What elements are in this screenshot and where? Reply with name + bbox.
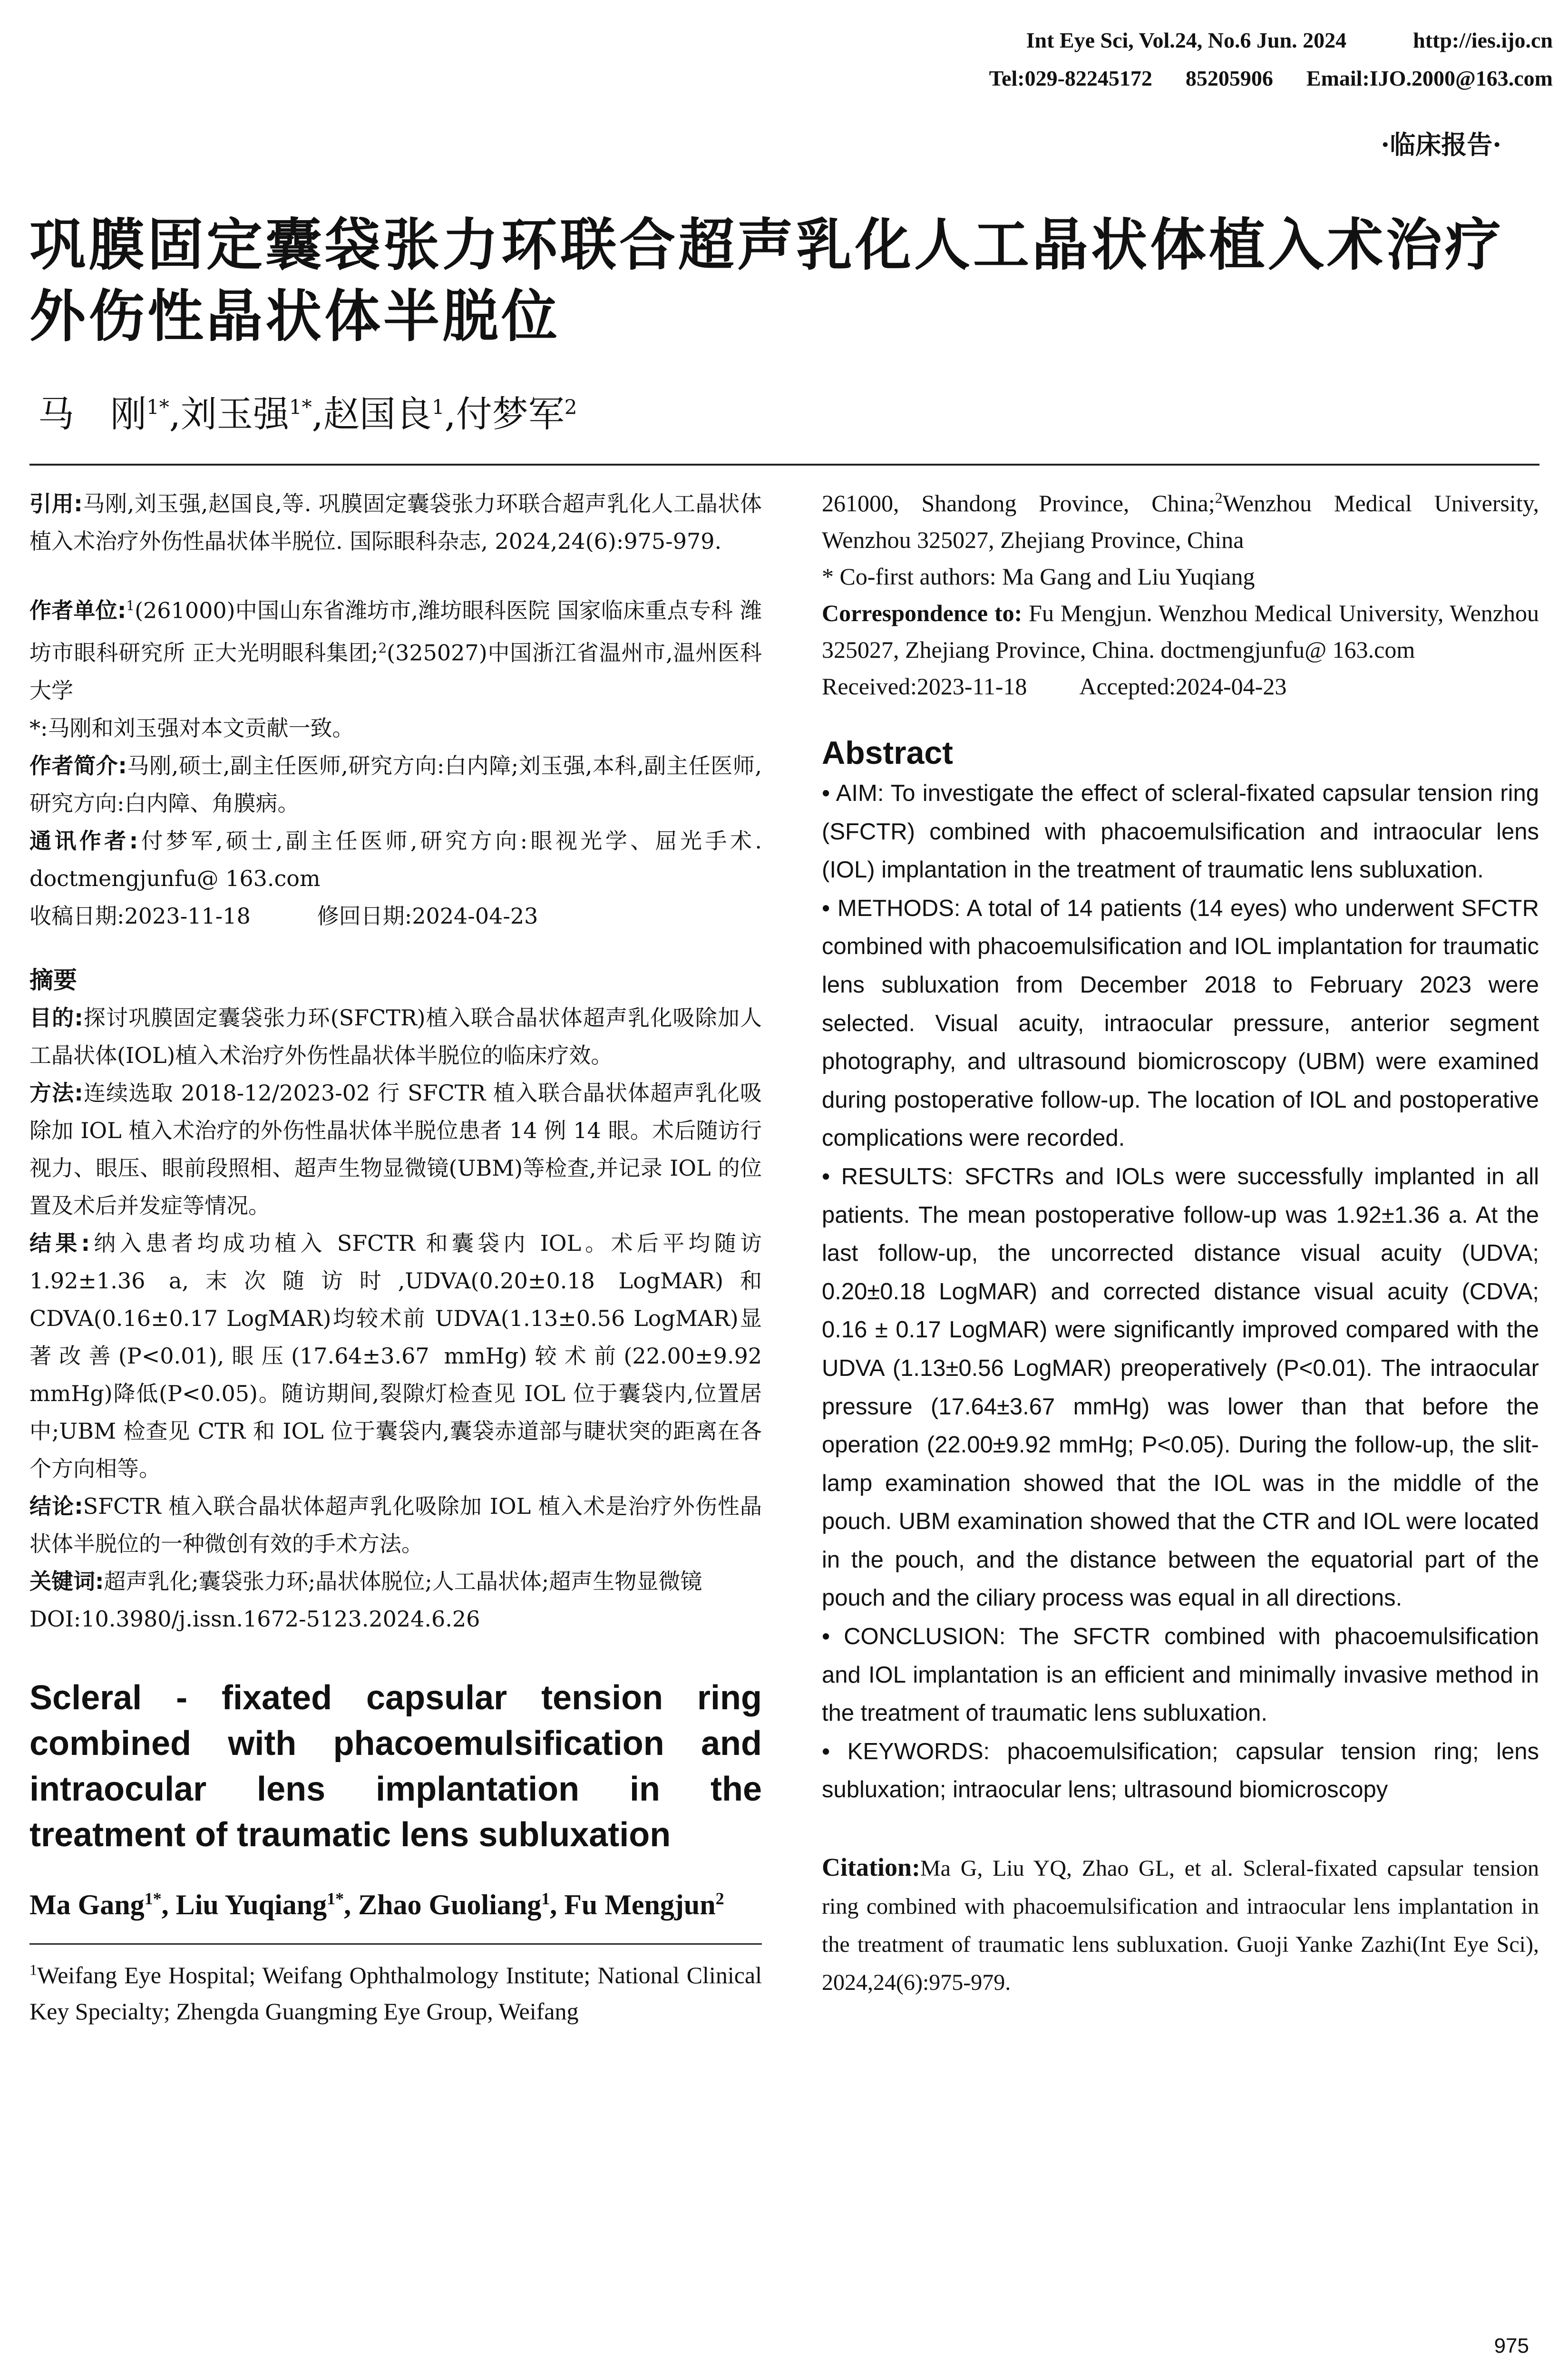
aim-cn-text: 探讨巩膜固定囊袋张力环(SFCTR)植入联合晶状体超声乳化吸除加人工晶状体(IOL)植入术治疗外伤性晶状体半脱位的临床疗效。	[29, 1004, 762, 1068]
author-bio-label: 作者简介:	[29, 752, 127, 779]
author-en-4: Fu Mengjun	[564, 1889, 716, 1920]
methods-cn-label: 方法:	[29, 1080, 83, 1106]
authors-cn: 马 刚$^{1*}$,刘玉强$^{1*}$,赵国良$^1$,付梦军$^2$	[38, 393, 577, 435]
journal-header-line1	[1026, 29, 1553, 51]
article-title: 巩膜固定囊袋张力环联合超声乳化人工晶状体植入术治疗外伤性晶状体半脱位	[29, 212, 1504, 349]
aim-cn-label: 目的:	[29, 1004, 83, 1031]
doi: DOI:10.3980/j.issn.1672-5123.2024.6.26	[29, 1606, 480, 1632]
journal-tel2: 85205906	[1185, 66, 1273, 90]
abstract-en-heading: Abstract	[822, 735, 953, 771]
unit-sup-1: 1	[126, 598, 135, 614]
accepted-date-en: Accepted:2024-04-23	[1079, 673, 1287, 700]
keywords-cn	[29, 1563, 762, 1600]
author-cn-1: 马 刚	[38, 393, 146, 435]
journal-header-line2	[989, 68, 1553, 89]
results-cn-label: 结果:	[29, 1230, 90, 1256]
abstract-en-methods: • METHODS: A total of 14 patients (14 eyes) who underwent SFCTR combined with phacoemulsification and IOL implantation for traumatic lens subluxation from December 2018 to February 2023 were selected. Visual acuity, intraocular pressure, anterior segment photography, and ultrasound biomicroscopy (UBM) were examined during postoperative follow-up. The location of IOL and postoperative complications were recorded.	[822, 895, 1539, 1151]
unit-text-1: (261000)中国山东省潍坊市,潍坊眼科医院 国家临床重点专科 潍坊市眼科研究所 正大光明眼科集团;	[29, 597, 762, 666]
author-units-label: 作者单位:	[29, 597, 127, 623]
journal-url: http://ies.ijo.cn	[1413, 28, 1553, 52]
citation-cn-text: 马刚,刘玉强,赵国良,等. 巩膜固定囊袋张力环联合超声乳化人工晶状体植入术治疗外伤性晶状体半脱位. 国际眼科杂志, 2024,24(6):975-979.	[29, 491, 762, 554]
author-en-3: Zhao Guoliang	[358, 1889, 542, 1920]
unit-text-2: (325027)中国浙江省温州市,温州医科大学	[29, 640, 762, 703]
citation-en	[822, 1848, 1539, 2002]
author-en-2: Liu Yuqiang	[175, 1889, 327, 1920]
cofirst-note-en: * Co-first authors: Ma Gang and Liu Yuqiang	[822, 563, 1255, 590]
author-en-2-sup: 1*	[327, 1889, 344, 1908]
author-cn-3-sup: 1	[431, 395, 445, 419]
dates-cn	[29, 897, 762, 935]
section-tag: ·临床报告·	[1381, 129, 1501, 160]
journal-tel: Tel:029-82245172	[989, 66, 1152, 90]
citation-en-text: Ma G, Liu YQ, Zhao GL, et al. Scleral-fixated capsular tension ring combined with phacoemulsification and intraocular lens implantation in the treatment of traumatic lens subluxation. Guoji Yanke Zazhi(Int Eye Sci), 2024,24(6):975-979.	[822, 1856, 1539, 1996]
abstract-en-aim: • AIM: To investigate the effect of scleral-fixated capsular tension ring (SFCTR) combined with phacoemulsification and intraocular lens (IOL) implantation in the treatment of traumatic lens subluxation.	[822, 780, 1539, 883]
received-date-cn: 收稿日期:2023-11-18	[29, 903, 251, 929]
english-title: Scleral - fixated capsular tension ring combined with phacoemulsification and intraocular lens implantation in the treatment of traumatic lens subluxation	[29, 1678, 762, 1854]
abstract-cn-heading: 摘要	[29, 966, 77, 994]
affiliation-continued-1: 261000, Shandong Province, China;	[822, 490, 1215, 516]
revised-date-cn: 修回日期:2024-04-23	[317, 903, 538, 929]
abstract-en-body	[822, 774, 1539, 1809]
page-number: 975	[1494, 2334, 1529, 2358]
author-bio	[29, 747, 762, 822]
correspondence-en	[822, 595, 1539, 668]
author-bio-text: 马刚,硕士,副主任医师,研究方向:白内障;刘玉强,本科,副主任医师,研究方向:白内障、角膜病。	[29, 752, 762, 816]
affiliation-en-continued	[822, 485, 1539, 558]
dates-en	[822, 668, 1539, 705]
author-units	[29, 587, 762, 710]
abstract-en-conclusion: • CONCLUSION: The SFCTR combined with phacoemulsification and IOL implantation is an efficient and minimally invasive method in the treatment of traumatic lens subluxation.	[822, 1624, 1539, 1726]
citation-cn	[29, 485, 762, 560]
author-cn-3: 赵国良	[323, 393, 432, 435]
affiliation-continued-sup: 2	[1215, 489, 1223, 507]
affiliation-en-sup: 1	[29, 1961, 37, 1978]
author-en-4-sup: 2	[715, 1889, 724, 1908]
abstract-cn-results	[29, 1225, 762, 1488]
affiliation-divider	[29, 1943, 762, 1945]
author-cn-1-sup: 1*	[146, 395, 169, 419]
journal-email: Email:IJO.2000@163.com	[1306, 66, 1553, 90]
corresponding-author-cn	[29, 822, 762, 897]
keywords-cn-label: 关键词:	[29, 1568, 104, 1594]
abstract-en-results: • RESULTS: SFCTRs and IOLs were successfully implanted in all patients. The mean postoperative follow-up was 1.92±1.36 a. At the last follow-up, the uncorrected distance visual acuity (UDVA; 0.20±0.18 LogMAR) and corrected distance visual acuity (CDVA; 0.16 ± 0.17 LogMAR) were significantly improved compared with the UDVA (1.13±0.56 LogMAR) preoperatively (P<0.01). The intraocular pressure (17.64±3.67 mmHg) was lower than that before the operation (22.00±9.92 mmHg; P<0.05). During the follow-up, the slit-lamp examination showed that the IOL was in the middle of the pouch. UBM examination showed that the CTR and IOL were located in the pouch, and the distance between the equatorial part of the pouch and the ciliary process was equal in all directions.	[822, 1163, 1539, 1611]
received-date-en: Received:2023-11-18	[822, 673, 1027, 700]
author-en-3-sup: 1	[541, 1889, 550, 1908]
author-en-1-sup: 1*	[144, 1889, 162, 1908]
abstract-cn-methods	[29, 1074, 762, 1225]
authors-en: Ma Gang$^{1*}$, Liu Yuqiang$^{1*}$, Zhao Guoliang$^1$, Fu Mengjun$^2$	[29, 1889, 724, 1920]
affiliation-continued-2: Wenzhou Medical University, Wenzhou 325027, Zhejiang Province, China	[822, 490, 1539, 553]
methods-cn-text: 连续选取 2018-12/2023-02 行 SFCTR 植入联合晶状体超声乳化吸除加 IOL 植入术治疗的外伤性晶状体半脱位患者 14 例 14 眼。术后随访行视力、眼压、眼前段照相、超声生物显微镜(UBM)等检查,并记录 IOL 的位置及术后并发症等情况。	[29, 1080, 762, 1218]
author-cn-2: 刘玉强	[180, 393, 289, 435]
left-column	[29, 485, 762, 2029]
affiliation-en	[29, 1957, 762, 2029]
cofirst-note-cn: *:马刚和刘玉强对本文贡献一致。	[29, 715, 354, 741]
author-cn-4-sup: 2	[564, 395, 577, 419]
results-cn-text: 纳入患者均成功植入 SFCTR 和囊袋内 IOL。术后平均随访 1.92±1.36 a,末次随访时,UDVA(0.20±0.18 LogMAR)和 CDVA(0.16±0.17 LogMAR)均较术前 UDVA(1.13±0.56 LogMAR)显著改善(P<0.01),眼压(17.64±3.67 mmHg)较术前(22.00±9.92 mmHg)降低(P<0.05)。随访期间,裂隙灯检查见 IOL 位于囊袋内,位置居中;UBM 检查见 CTR 和 IOL 位于囊袋内,囊袋赤道部与睫状突的距离在各个方向相等。	[29, 1230, 762, 1481]
right-column	[822, 485, 1539, 2002]
journal-citation: Int Eye Sci, Vol.24, No.6 Jun. 2024	[1026, 28, 1347, 52]
correspondence-en-text: Fu Mengjun. Wenzhou Medical University, Wenzhou 325027, Zhejiang Province, China. doctmengjunfu@ 163.com	[822, 600, 1539, 663]
conclusion-cn-text: SFCTR 植入联合晶状体超声乳化吸除加 IOL 植入术是治疗外伤性晶状体半脱位的一种微创有效的手术方法。	[29, 1493, 762, 1557]
author-cn-2-sup: 1*	[289, 395, 312, 419]
corresponding-author-label: 通讯作者:	[29, 828, 138, 854]
abstract-en-keywords: • KEYWORDS: phacoemulsification; capsular tension ring; lens subluxation; intraocular lens; ultrasound biomicroscopy	[822, 1738, 1539, 1803]
citation-cn-label: 引用:	[29, 491, 83, 516]
citation-en-label: Citation:	[822, 1853, 920, 1882]
author-cn-4: 付梦军	[456, 393, 565, 435]
affiliation-en-text: Weifang Eye Hospital; Weifang Ophthalmology Institute; National Clinical Key Specialty; Zhengda Guangming Eye Group, Weifang	[29, 1961, 762, 2025]
author-en-1: Ma Gang	[29, 1889, 145, 1920]
conclusion-cn-label: 结论:	[29, 1493, 83, 1519]
top-divider	[29, 464, 1539, 466]
abstract-cn-conclusion	[29, 1488, 762, 1563]
keywords-cn-text: 超声乳化;囊袋张力环;晶状体脱位;人工晶状体;超声生物显微镜	[104, 1568, 702, 1594]
correspondence-en-label: Correspondence to:	[822, 600, 1023, 626]
corresponding-author-text: 付梦军,硕士,副主任医师,研究方向:眼视光学、屈光手术. doctmengjunfu@ 163.com	[29, 828, 762, 891]
unit-sup-2: 2	[378, 640, 387, 656]
abstract-cn-aim	[29, 999, 762, 1074]
